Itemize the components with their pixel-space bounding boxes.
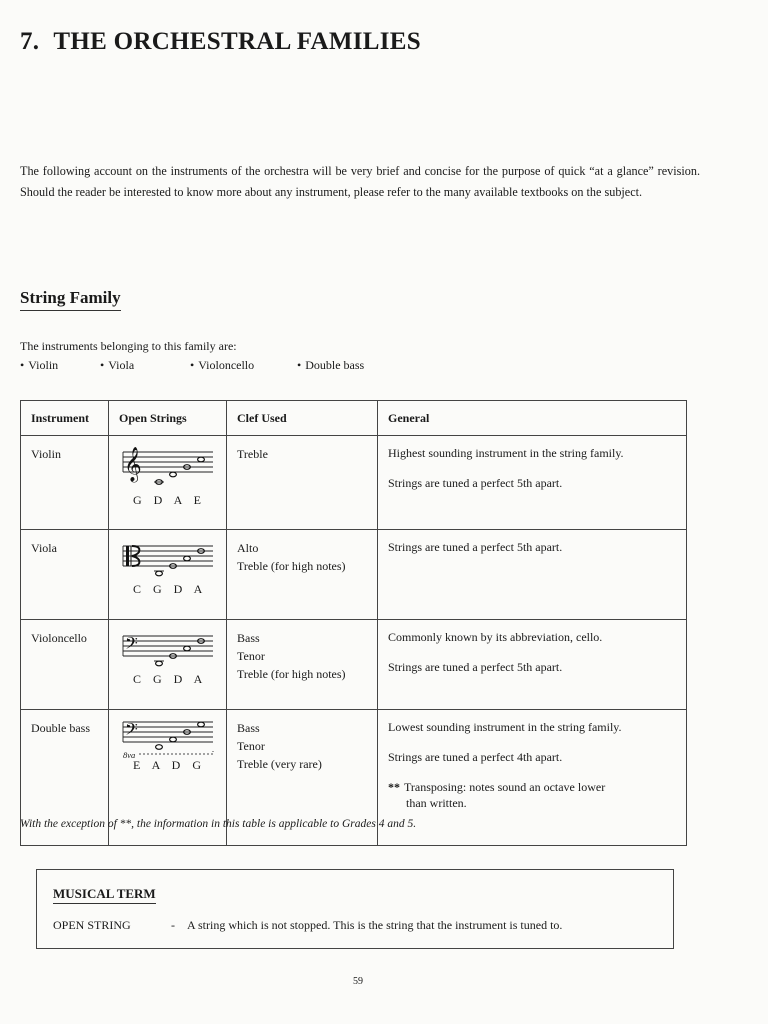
chapter-title-text: THE ORCHESTRAL FAMILIES bbox=[53, 28, 421, 55]
table-row bbox=[21, 620, 687, 710]
general-cell bbox=[378, 436, 687, 530]
tuning-notes: E A D G bbox=[133, 758, 206, 772]
intro-paragraph: The following account on the instruments of the orchestra will be very brief and concise for the purpose of quick “at a glance” revision. Should the reader be interested to know more about any instrument, please refer to the many available textbooks on the subject. bbox=[20, 164, 700, 199]
member-violoncello: • Violoncello bbox=[190, 358, 297, 373]
violin-staff-notation bbox=[117, 442, 217, 494]
chapter-title bbox=[20, 28, 421, 56]
double-asterisk: ** bbox=[388, 780, 400, 794]
header-instrument: Instrument bbox=[21, 401, 109, 436]
general-cell bbox=[378, 710, 687, 846]
instrument-name: Viola bbox=[21, 530, 109, 620]
table-row bbox=[21, 436, 687, 530]
clef-item: Alto bbox=[237, 541, 259, 555]
open-strings-cell bbox=[109, 530, 227, 620]
table-footnote: With the exception of **, the information in this table is applicable to Grades 4 and 5. bbox=[20, 818, 417, 830]
transposing-note bbox=[388, 779, 676, 811]
tuning-notes: C G D A bbox=[133, 582, 207, 596]
general-line: Strings are tuned a perfect 4th apart. bbox=[388, 750, 563, 764]
clef-used-cell bbox=[227, 620, 378, 710]
term-definition: A string which is not stopped. This is the string that the instrument is tuned to. bbox=[187, 918, 563, 932]
transposing-continuation: than written. bbox=[406, 796, 467, 810]
ottava-bracket bbox=[139, 751, 213, 754]
general-line: Strings are tuned a perfect 5th apart. bbox=[388, 540, 563, 554]
clef-item: Tenor bbox=[237, 649, 265, 663]
musical-term-heading: MUSICAL TERM bbox=[53, 886, 156, 904]
open-strings-cell bbox=[109, 620, 227, 710]
treble-clef-icon: 𝄞 bbox=[124, 447, 142, 482]
clef-item: Bass bbox=[237, 631, 260, 645]
bass-clef-icon: 𝄢 bbox=[125, 719, 138, 743]
general-line: Strings are tuned a perfect 5th apart. bbox=[388, 660, 563, 674]
header-clef-used: Clef Used bbox=[227, 401, 378, 436]
string-family-table bbox=[20, 400, 687, 846]
clef-item: Bass bbox=[237, 721, 260, 735]
bass-clef-icon: 𝄢 bbox=[125, 633, 138, 657]
page-number: 59 bbox=[353, 976, 363, 987]
member-double-bass: • Double bass bbox=[297, 358, 364, 373]
general-cell bbox=[378, 530, 687, 620]
term-name: OPEN STRING bbox=[53, 918, 131, 932]
header-general: General bbox=[378, 401, 687, 436]
general-line: Commonly known by its abbreviation, cello. bbox=[388, 630, 603, 644]
clef-item: Treble bbox=[237, 447, 268, 461]
general-cell bbox=[378, 620, 687, 710]
transposing-text: Transposing: notes sound an octave lower bbox=[404, 780, 606, 794]
members-list bbox=[20, 358, 364, 373]
general-line: Lowest sounding instrument in the string family. bbox=[388, 720, 622, 734]
clef-item: Treble (for high notes) bbox=[237, 667, 346, 681]
table-header-row bbox=[21, 401, 687, 436]
clef-item: Treble (for high notes) bbox=[237, 559, 346, 573]
general-line: Highest sounding instrument in the string family. bbox=[388, 446, 624, 460]
clef-item: Treble (very rare) bbox=[237, 757, 322, 771]
member-violin: • Violin bbox=[20, 358, 100, 373]
tuning-notes: G D A E bbox=[133, 493, 206, 507]
term-dash: - bbox=[171, 918, 175, 932]
instrument-name: Violoncello bbox=[21, 620, 109, 710]
clef-used-cell bbox=[227, 436, 378, 530]
instrument-name: Violin bbox=[21, 436, 109, 530]
ottava-mark: 8va bbox=[123, 750, 136, 760]
members-intro: The instruments belonging to this family are: bbox=[20, 339, 237, 353]
cello-staff-notation bbox=[117, 626, 217, 676]
chapter-number: 7. bbox=[20, 28, 40, 55]
header-open-strings: Open Strings bbox=[109, 401, 227, 436]
clef-used-cell bbox=[227, 530, 378, 620]
clef-item: Tenor bbox=[237, 739, 265, 753]
general-line: Strings are tuned a perfect 5th apart. bbox=[388, 476, 563, 490]
musical-term-row bbox=[53, 918, 562, 933]
instrument-name: Double bass bbox=[21, 710, 109, 846]
viola-staff-notation bbox=[117, 536, 217, 586]
section-heading: String Family bbox=[20, 288, 121, 311]
table-row bbox=[21, 530, 687, 620]
open-strings-cell bbox=[109, 436, 227, 530]
member-viola: • Viola bbox=[100, 358, 190, 373]
tuning-notes: C G D A bbox=[133, 672, 207, 686]
musical-term-box bbox=[36, 869, 674, 949]
